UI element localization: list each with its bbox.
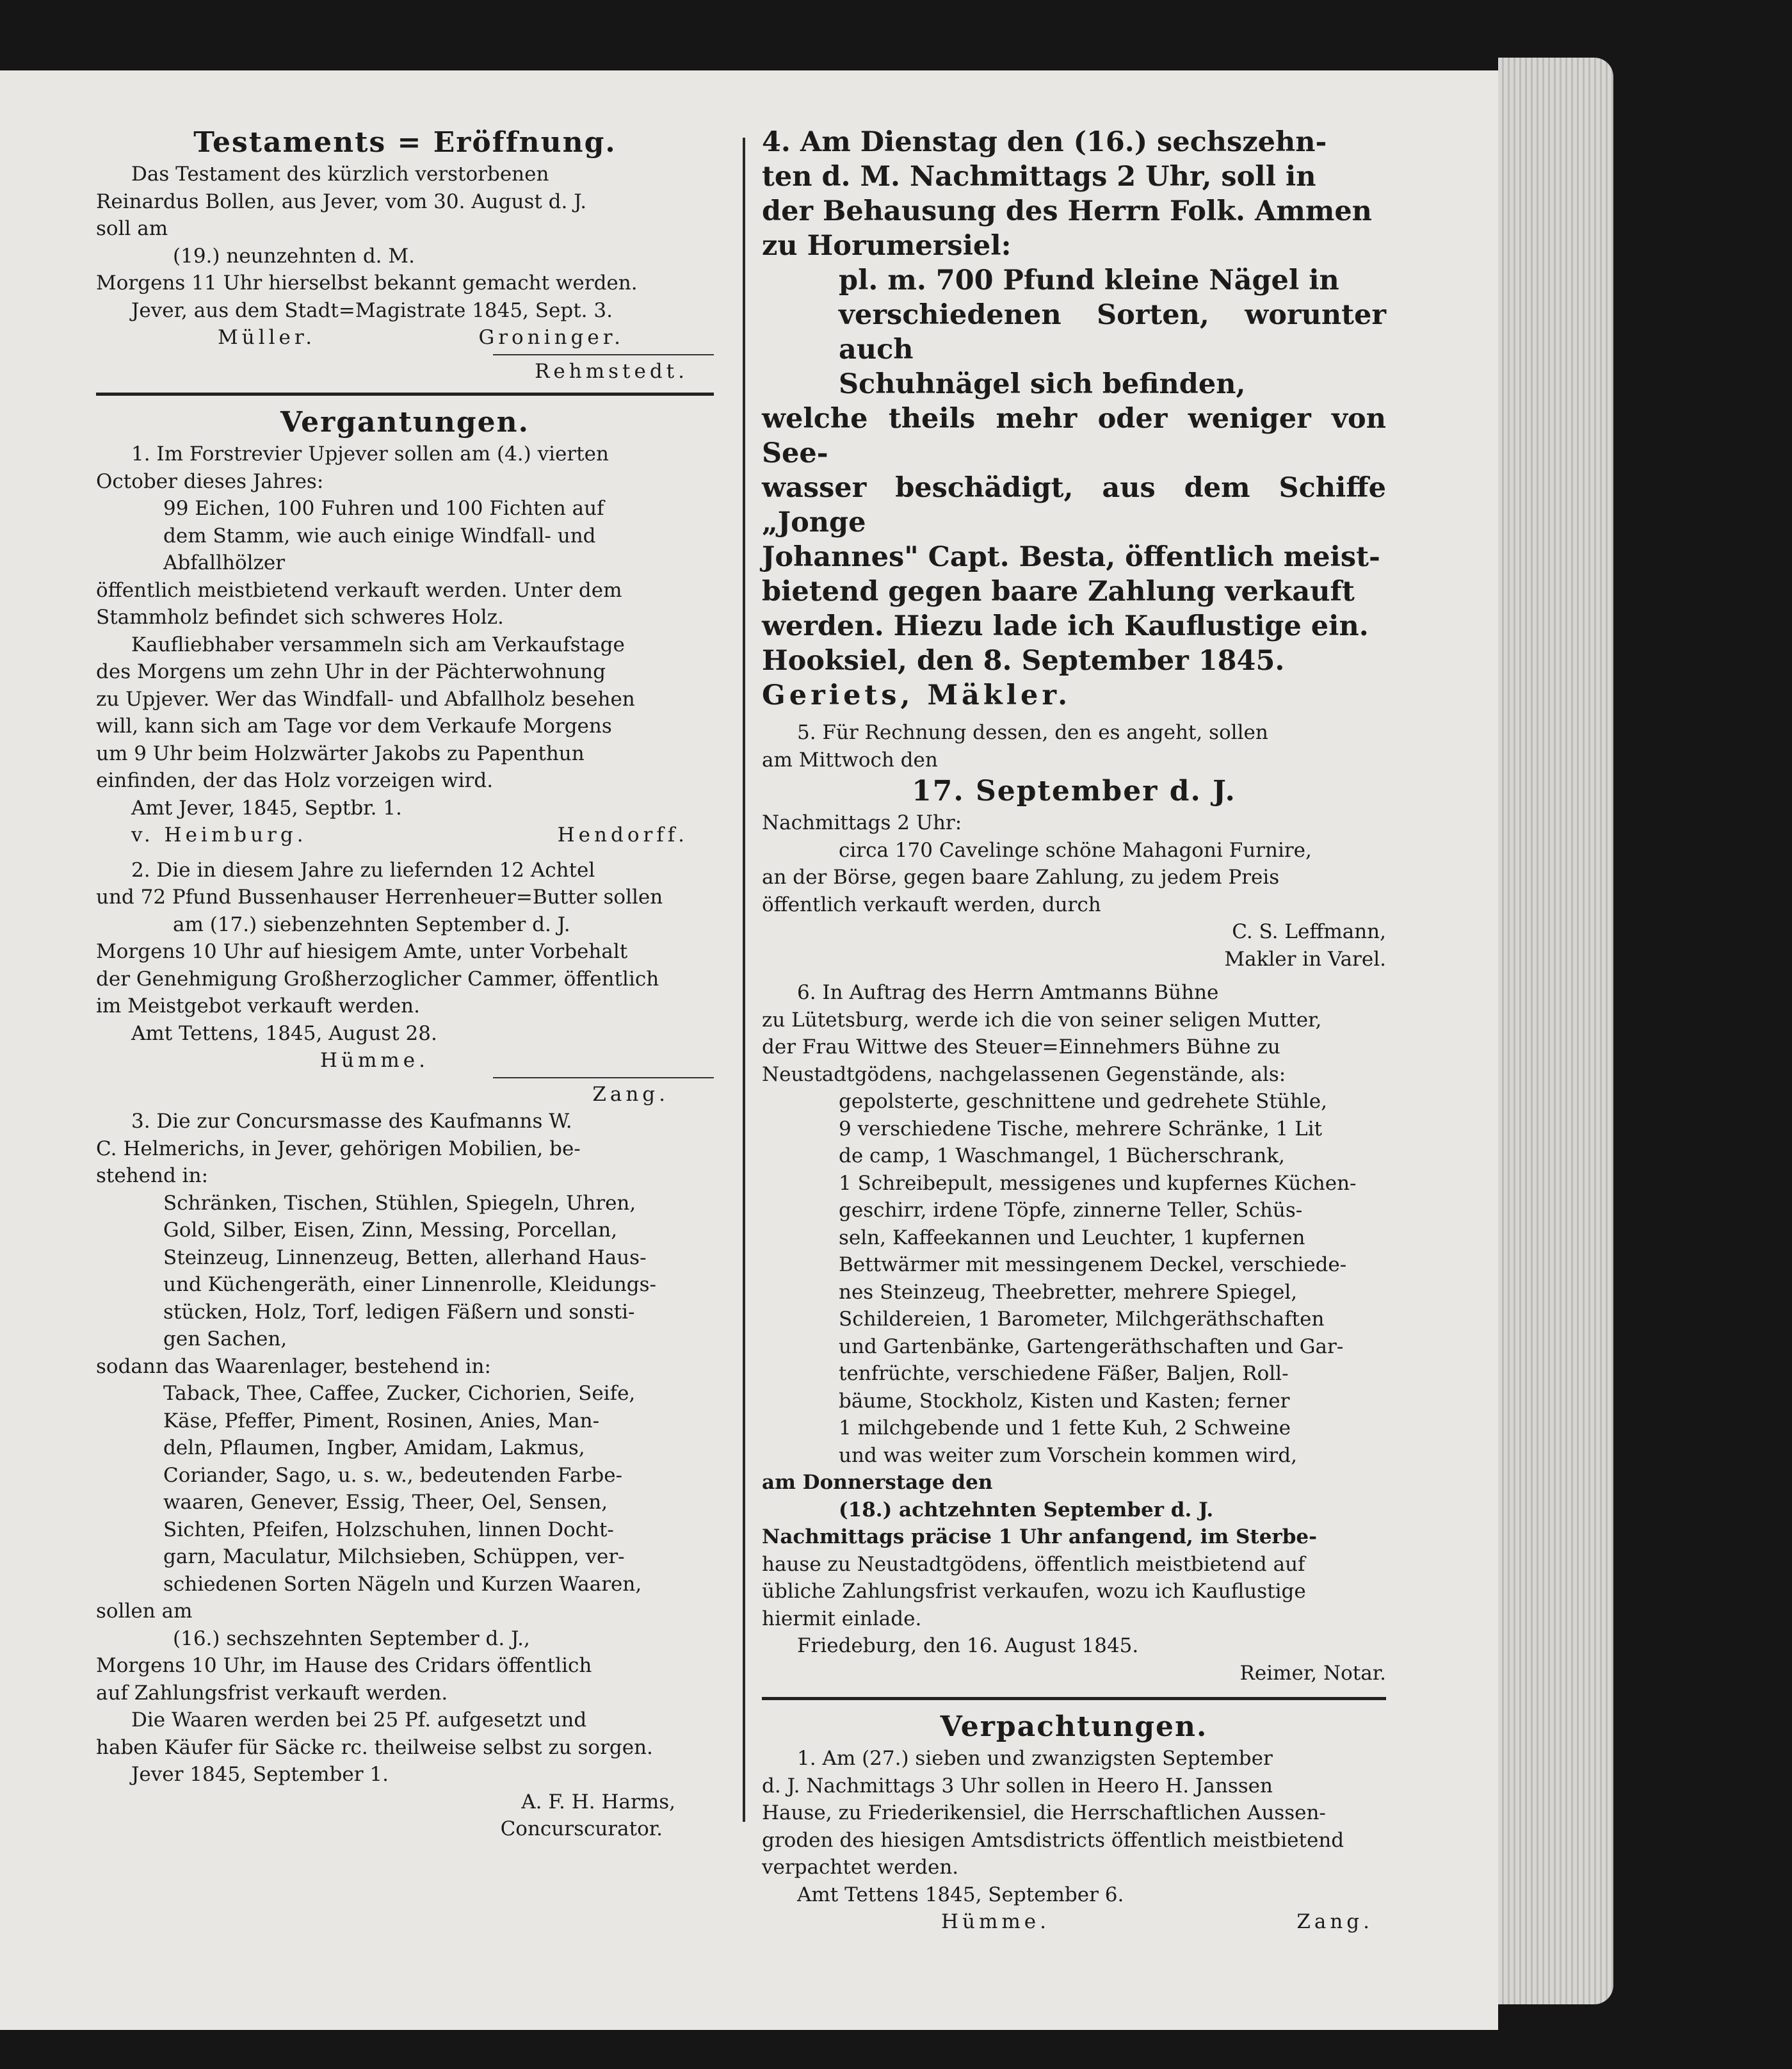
text-line: 1 milchgebende und 1 fette Kuh, 2 Schweine bbox=[839, 1416, 1291, 1440]
page-edges bbox=[1498, 58, 1613, 2004]
text-line: Makler in Varel. bbox=[1224, 947, 1386, 971]
right-column bbox=[762, 125, 1386, 1936]
text-line: Sichten, Pfeifen, Holzschuhen, linnen Docht- bbox=[163, 1518, 614, 1541]
text-line: C. Helmerichs, in Jever, gehörigen Mobilien, be- bbox=[96, 1137, 581, 1160]
text-line: Reimer, Notar. bbox=[1239, 1661, 1386, 1685]
text-line: und Gartenbänke, Gartengeräthschaften und Gar- bbox=[839, 1335, 1344, 1358]
text-line: Morgens 10 Uhr auf hiesigem Amte, unter Vorbehalt bbox=[96, 940, 628, 963]
text-line: will, kann sich am Tage vor dem Verkaufe Morgens bbox=[96, 715, 612, 738]
text-line: hause zu Neustadtgödens, öffentlich meistbietend auf bbox=[762, 1552, 1305, 1576]
text-line: garn, Maculatur, Milchsieben, Schüppen, ver- bbox=[163, 1545, 625, 1568]
text-line: Johannes" Capt. Besta, öffentlich meist- bbox=[762, 541, 1380, 573]
text-line: ten d. M. Nachmittags 2 Uhr, soll in bbox=[762, 161, 1316, 193]
signature: Groninger. bbox=[478, 326, 624, 349]
text-line: der Behausung des Herrn Folk. Ammen bbox=[762, 195, 1372, 227]
text-line: bietend gegen baare Zahlung verkauft bbox=[762, 576, 1355, 608]
text-line: zu Horumersiel: bbox=[762, 230, 1012, 262]
text-line: Schränken, Tischen, Stühlen, Spiegeln, Uhren, bbox=[163, 1191, 636, 1215]
notice-5 bbox=[762, 719, 1386, 973]
text-line: Hause, zu Friederikensiel, die Herrschaftlichen Aussen- bbox=[762, 1801, 1326, 1824]
signature: Concurscurator. bbox=[500, 1817, 663, 1840]
text-line: soll am bbox=[96, 217, 168, 240]
text-line: verpachtet werden. bbox=[762, 1856, 959, 1879]
column-rule bbox=[743, 138, 745, 1822]
text-line: am (17.) siebenzehnten September d. J. bbox=[173, 913, 570, 936]
divider bbox=[493, 1077, 714, 1078]
signature-row bbox=[96, 822, 714, 849]
text-line: Kaufliebhaber versammeln sich am Verkaufstage bbox=[131, 633, 625, 656]
text-line: (19.) neunzehnten d. M. bbox=[173, 244, 415, 268]
text-line: Morgens 11 Uhr hierselbst bekannt gemacht werden. bbox=[96, 272, 638, 295]
text-line: Amt Tettens, 1845, August 28. bbox=[131, 1021, 437, 1045]
testament-notice bbox=[96, 161, 714, 385]
text-line: 2. Die in diesem Jahre zu liefernden 12 Achtel bbox=[131, 858, 595, 882]
text-line: dem Stamm, wie auch einige Windfall- und bbox=[163, 524, 596, 548]
text-line: 6. In Auftrag des Herrn Amtmanns Bühne bbox=[797, 981, 1219, 1004]
text-line: der Genehmigung Großherzoglicher Cammer, öffentlich bbox=[96, 967, 659, 991]
section-divider bbox=[762, 1697, 1386, 1700]
text-line: der Frau Wittwe des Steuer=Einnehmers Bühne zu bbox=[762, 1035, 1280, 1059]
signature: A. F. H. Harms, bbox=[521, 1790, 675, 1813]
text-line: Amt Jever, 1845, Septbr. 1. bbox=[131, 796, 402, 820]
section-divider bbox=[96, 393, 714, 396]
text-line: gepolsterte, geschnittene und gedrehete Stühle, bbox=[839, 1090, 1327, 1113]
text-line: einfinden, der das Holz vorzeigen wird. bbox=[96, 769, 494, 792]
text-line: Gold, Silber, Eisen, Zinn, Messing, Porcellan, bbox=[163, 1219, 618, 1242]
text-line: und 72 Pfund Bussenhauser Herrenheuer=Butter sollen bbox=[96, 886, 663, 909]
text-line: 5. Für Rechnung dessen, den es angeht, sollen bbox=[797, 721, 1268, 744]
text-line: Friedeburg, den 16. August 1845. bbox=[797, 1634, 1139, 1657]
text-line: am Mittwoch den bbox=[762, 748, 938, 772]
signature: v. Heimburg. bbox=[131, 824, 307, 847]
text-line: Nachmittags präcise 1 Uhr anfangend, im Sterbe- bbox=[762, 1525, 1318, 1548]
text-line: des Morgens um zehn Uhr in der Pächterwohnung bbox=[96, 660, 606, 683]
text-line: sodann das Waarenlager, bestehend in: bbox=[96, 1354, 491, 1378]
text-line: groden des hiesigen Amtsdistricts öffentlich meistbietend bbox=[762, 1828, 1344, 1852]
signature: Zang. bbox=[592, 1082, 669, 1106]
text-line: de camp, 1 Waschmangel, 1 Bücherschrank, bbox=[839, 1144, 1285, 1167]
text-line: öffentlich verkauft werden, durch bbox=[762, 893, 1101, 916]
text-line: (16.) sechszehnten September d. J., bbox=[173, 1627, 530, 1650]
text-line: C. S. Leffmann, bbox=[1232, 920, 1386, 943]
text-line: October dieses Jahres: bbox=[96, 469, 324, 493]
text-line: Nachmittags 2 Uhr: bbox=[762, 811, 962, 834]
text-line: gen Sachen, bbox=[163, 1327, 287, 1351]
text-line: wasser beschädigt, aus dem Schiffe „Jonge bbox=[762, 472, 1386, 539]
text-line: 99 Eichen, 100 Fuhren und 100 Fichten auf bbox=[163, 497, 604, 520]
text-line: Käse, Pfeffer, Piment, Rosinen, Anies, Man- bbox=[163, 1409, 600, 1432]
text-line: haben Käufer für Säcke rc. theilweise selbst zu sorgen. bbox=[96, 1735, 653, 1759]
notice-1 bbox=[96, 441, 714, 822]
notice-2 bbox=[96, 857, 714, 1048]
text-line: nes Steinzeug, Theebretter, mehrere Spiegel, bbox=[839, 1280, 1298, 1304]
text-line: bäume, Stockholz, Kisten und Kasten; ferner bbox=[839, 1389, 1290, 1413]
text-line: an der Börse, gegen baare Zahlung, zu jedem Preis bbox=[762, 866, 1280, 889]
notice-4 bbox=[762, 125, 1386, 713]
text-line: stücken, Holz, Torf, ledigen Fäßern und sonsti- bbox=[163, 1300, 635, 1324]
text-line: 1. Am (27.) sieben und zwanzigsten September bbox=[797, 1747, 1273, 1770]
text-line: und was weiter zum Vorschein kommen wird, bbox=[839, 1443, 1297, 1467]
text-line: werden. Hiezu lade ich Kauflustige ein. bbox=[762, 610, 1369, 642]
signature: Zang. bbox=[1296, 1910, 1373, 1933]
text-line: und Küchengeräth, einer Linnenrolle, Kleidungs- bbox=[163, 1273, 657, 1296]
text-line: auf Zahlungsfrist verkauft werden. bbox=[96, 1681, 448, 1705]
text-line: tenfrüchte, verschiedene Fäßer, Baljen, Roll- bbox=[839, 1362, 1289, 1385]
divider bbox=[493, 354, 714, 355]
text-line: Amt Tettens 1845, September 6. bbox=[797, 1883, 1124, 1906]
text-line: Abfallhölzer bbox=[163, 551, 286, 574]
text-line: Neustadtgödens, nachgelassenen Gegenstände, als: bbox=[762, 1062, 1286, 1086]
verpachtungen-heading: Verpachtungen. bbox=[940, 1710, 1208, 1743]
text-line: 9 verschiedene Tische, mehrere Schränke, 1 Lit bbox=[839, 1117, 1323, 1140]
text-line: Reinardus Bollen, aus Jever, vom 30. August d. J. bbox=[96, 190, 587, 213]
text-line: im Meistgebot verkauft werden. bbox=[96, 994, 420, 1018]
text-line: verschiedenen Sorten, worunter auch bbox=[839, 299, 1386, 366]
testament-heading: Testaments = Eröffnung. bbox=[193, 126, 617, 159]
text-line: Schildereien, 1 Barometer, Milchgeräthschaften bbox=[839, 1308, 1325, 1331]
text-line: Die Waaren werden bei 25 Pf. aufgesetzt und bbox=[131, 1708, 587, 1732]
text-line: 1 Schreibepult, messigenes und kupfernes Küchen- bbox=[839, 1171, 1357, 1195]
text-line: Bettwärmer mit messingenem Deckel, verschiede- bbox=[839, 1253, 1347, 1276]
text-line: hiermit einlade. bbox=[762, 1607, 922, 1630]
text-line: circa 170 Cavelinge schöne Mahagoni Furnire, bbox=[839, 838, 1312, 862]
text-line: schiedenen Sorten Nägeln und Kurzen Waaren, bbox=[163, 1572, 642, 1596]
text-line: Taback, Thee, Caffee, Zucker, Cichorien, Seife, bbox=[163, 1382, 636, 1405]
text-line: Schuhnägel sich befinden, bbox=[839, 368, 1246, 400]
text-line: Das Testament des kürzlich verstorbenen bbox=[131, 163, 549, 186]
notice-3 bbox=[96, 1108, 714, 1789]
text-line: Coriander, Sago, u. s. w., bedeutenden Farbe- bbox=[163, 1463, 623, 1487]
signature-row bbox=[762, 1908, 1386, 1936]
text-line: welche theils mehr oder weniger von See- bbox=[762, 403, 1386, 469]
text-line: zu Upjever. Wer das Windfall- und Abfallholz besehen bbox=[96, 687, 635, 711]
text-line: (18.) achtzehnten September d. J. bbox=[839, 1498, 1214, 1521]
signature: Müller. bbox=[218, 326, 316, 349]
text-line: zu Lütetsburg, werde ich die von seiner seligen Mutter, bbox=[762, 1008, 1322, 1032]
text-line: Hooksiel, den 8. September 1845. bbox=[762, 645, 1285, 677]
text-line: um 9 Uhr beim Holzwärter Jakobs zu Papenthun bbox=[96, 742, 585, 765]
text-line: 1. Im Forstrevier Upjever sollen am (4.) vierten bbox=[131, 442, 609, 466]
notice-6 bbox=[762, 979, 1386, 1687]
text-line: waaren, Genever, Essig, Theer, Oel, Sensen, bbox=[163, 1491, 608, 1514]
signature: Hümme. bbox=[320, 1049, 429, 1072]
text-line: 17. September d. J. bbox=[912, 775, 1236, 807]
text-line: seln, Kaffeekannen und Leuchter, 1 kupfernen bbox=[839, 1226, 1305, 1249]
text-line: Jever, aus dem Stadt=Magistrate 1845, Sept. 3. bbox=[131, 298, 613, 322]
text-line: Steinzeug, Linnenzeug, Betten, allerhand Haus- bbox=[163, 1245, 647, 1269]
signature: Hümme. bbox=[941, 1910, 1050, 1933]
left-column bbox=[96, 125, 714, 1843]
text-line: öffentlich meistbietend verkauft werden. Unter dem bbox=[96, 578, 622, 602]
text-line: Geriets, Mäkler. bbox=[762, 679, 1072, 711]
text-line: geschirr, irdene Töpfe, zinnerne Teller, Schüs- bbox=[839, 1199, 1303, 1222]
text-line: Stammholz befindet sich schweres Holz. bbox=[96, 606, 504, 629]
vergantungen-heading: Vergantungen. bbox=[280, 406, 529, 439]
text-line: am Donnerstage den bbox=[762, 1471, 993, 1494]
text-line: übliche Zahlungsfrist verkaufen, wozu ich Kauflustige bbox=[762, 1580, 1306, 1603]
lease-notice bbox=[762, 1745, 1386, 1908]
text-line: deln, Pflaumen, Ingber, Amidam, Lakmus, bbox=[163, 1436, 585, 1459]
text-line: d. J. Nachmittags 3 Uhr sollen in Heero H. Janssen bbox=[762, 1774, 1273, 1797]
text-line: 3. Die zur Concursmasse des Kaufmanns W. bbox=[131, 1110, 572, 1133]
text-line: pl. m. 700 Pfund kleine Nägel in bbox=[839, 264, 1339, 296]
text-line: Morgens 10 Uhr, im Hause des Cridars öffentlich bbox=[96, 1654, 592, 1677]
text-line: 4. Am Dienstag den (16.) sechszehn- bbox=[762, 126, 1327, 158]
text-line: sollen am bbox=[96, 1600, 193, 1623]
text-line: Jever 1845, September 1. bbox=[131, 1763, 389, 1786]
signature: Rehmstedt. bbox=[535, 359, 688, 383]
signature: Hendorff. bbox=[557, 824, 688, 847]
text-line: stehend in: bbox=[96, 1164, 209, 1187]
signature-row bbox=[96, 324, 714, 352]
